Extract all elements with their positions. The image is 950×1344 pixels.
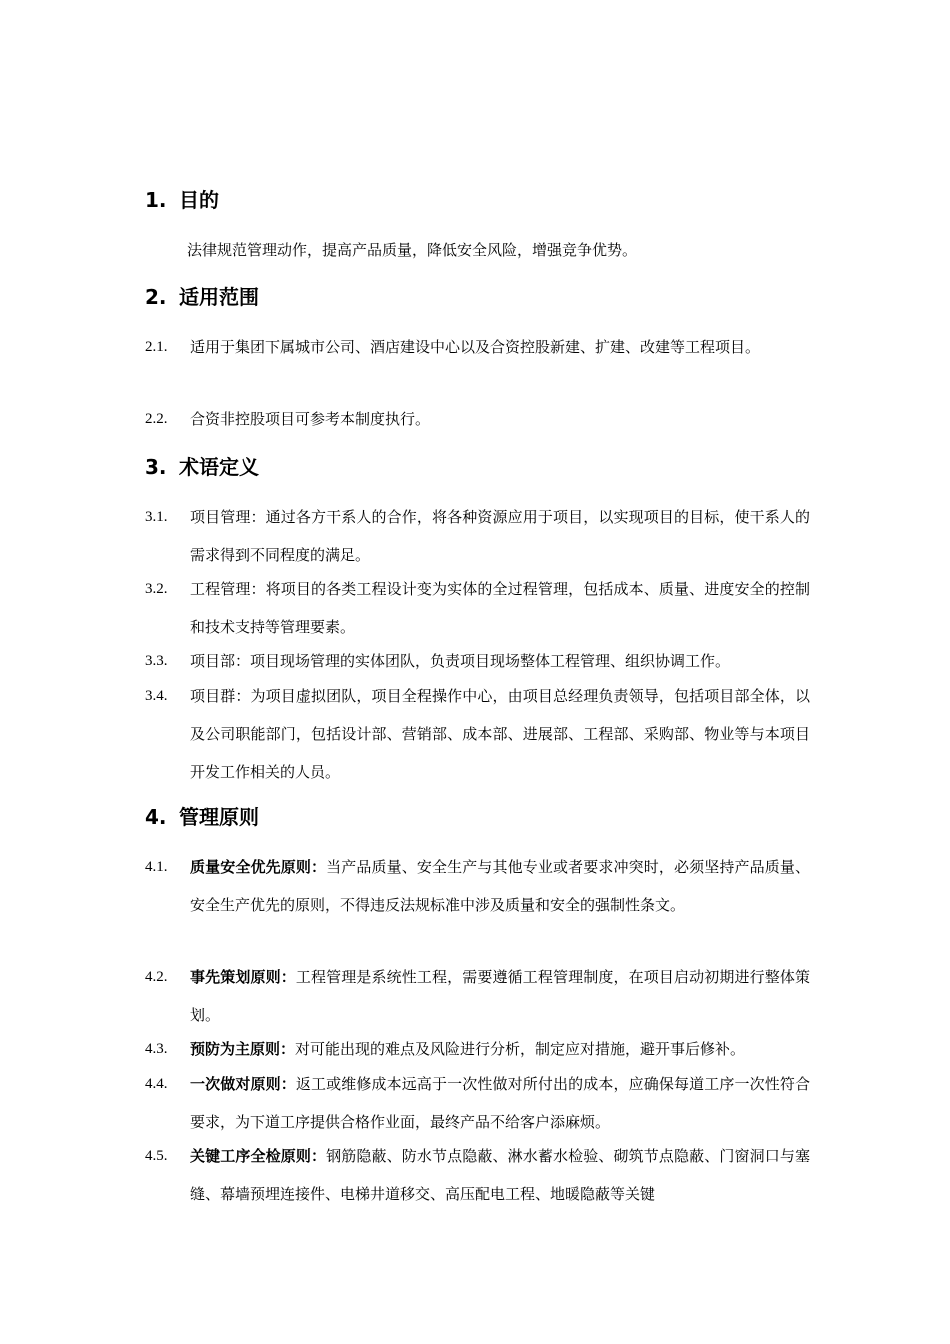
list-item: 2.1. 适用于集团下属城市公司、酒店建设中心以及合资控股新建、扩建、改建等工程项目。 [145, 338, 761, 356]
list-item: 3.1. 项目管理：通过各方干系人的合作，将各种资源应用于项目，以实现项目的目标，使干系人的需求得到不同程度的满足。 [145, 508, 810, 564]
section-heading-terms: 3. 术语定义 [145, 455, 259, 479]
list-item: 3.3. 项目部：项目现场管理的实体团队，负责项目现场整体工程管理、组织协调工作。 [145, 652, 731, 670]
section-paragraph-purpose: 法律规范管理动作，提高产品质量，降低安全风险，增强竞争优势。 [187, 241, 638, 259]
list-item: 3.4. 项目群：为项目虚拟团队，项目全程操作中心，由项目总经理负责领导，包括项目部全体，以及公司职能部门，包括设计部、营销部、成本部、进展部、工程部、采购部、物业等与本项目开发工作相关的人员。 [145, 687, 810, 781]
list-item: 4.2. 事先策划原则：工程管理是系统性工程，需要遵循工程管理制度，在项目启动初期进行整体策划。 [145, 968, 810, 1024]
section-heading-purpose: 1. 目的 [145, 188, 219, 212]
section-heading-scope: 2. 适用范围 [145, 285, 259, 309]
list-item: 4.1. 质量安全优先原则：当产品质量、安全生产与其他专业或者要求冲突时，必须坚持产品质量、安全生产优先的原则，不得违反法规标准中涉及质量和安全的强制性条文。 [145, 858, 810, 914]
list-item: 4.4. 一次做对原则：返工或维修成本远高于一次性做对所付出的成本，应确保每道工序一次性符合要求，为下道工序提供合格作业面，最终产品不给客户添麻烦。 [145, 1075, 810, 1131]
section-heading-principles: 4. 管理原则 [145, 805, 259, 829]
list-item: 4.3. 预防为主原则：对可能出现的难点及风险进行分析，制定应对措施，避开事后修补。 [145, 1040, 746, 1058]
list-item: 3.2. 工程管理：将项目的各类工程设计变为实体的全过程管理，包括成本、质量、进度安全的控制和技术支持等管理要素。 [145, 580, 810, 636]
list-item: 4.5. 关键工序全检原则：钢筋隐蔽、防水节点隐蔽、淋水蓄水检验、砌筑节点隐蔽、门窗洞口与塞缝、幕墙预埋连接件、电梯井道移交、高压配电工程、地暖隐蔽等关键 [145, 1147, 810, 1203]
list-item: 2.2. 合资非控股项目可参考本制度执行。 [145, 410, 431, 428]
